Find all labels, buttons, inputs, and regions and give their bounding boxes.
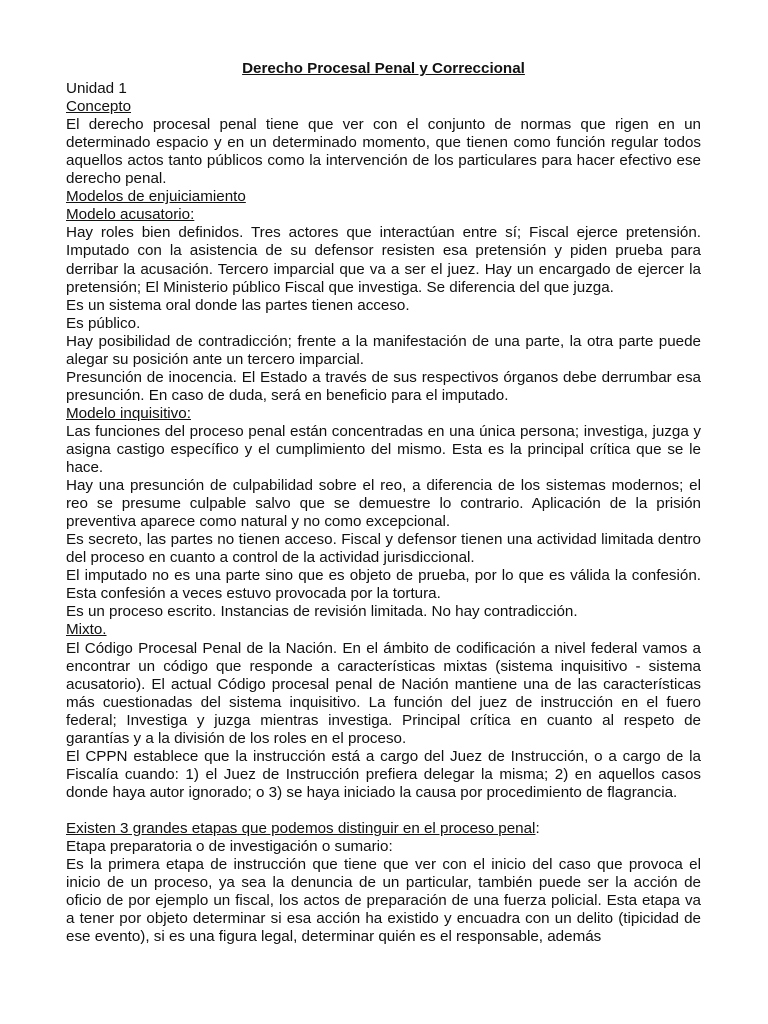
paragraph: Hay una presunción de culpabilidad sobre el reo, a diferencia de los sistemas modernos; el reo se presume culpable salvo que se demuestre lo contrario. Aplicación de la prisión preventiva aparece como natural y no como excepcional. [66, 477, 701, 531]
unit-label: Unidad 1 [66, 80, 127, 98]
section-heading-line [66, 820, 701, 838]
section-heading-line [66, 188, 701, 206]
section-heading-line [66, 98, 701, 116]
paragraph: Es público. [66, 314, 141, 332]
section-heading-line [66, 405, 701, 423]
section-heading: Mixto. [66, 621, 107, 639]
paragraph: Es un proceso escrito. Instancias de revisión limitada. No hay contradicción. [66, 603, 578, 621]
section-heading-line [66, 621, 701, 639]
paragraph: Presunción de inocencia. El Estado a través de sus respectivos órganos debe derrumbar esa presunción. En caso de duda, será en beneficio para el imputado. [66, 368, 701, 404]
paragraph: Hay roles bien definidos. Tres actores que interactúan entre sí; Fiscal ejerce pretensión. Imputado con la asistencia de su defensor resisten esa pretensión y piden prueba para derribar la acusación. Tercero imparcial que va a ser el juez. Hay un encargado de ejercer la pretensión; El Ministerio público Fiscal que investiga. Se diferencia del que juzga. [66, 224, 701, 296]
paragraph: El Código Procesal Penal de la Nación. En el ámbito de codificación a nivel federal vamos a encontrar un código que responde a características mixtas (sistema inquisitivo - sistema acusatorio). El actual Código procesal penal de Nación mantiene una de las características más cuestionadas del sistema inquisitivo. La función del juez de instrucción en el fuero federal; Investiga y juzga mientras investiga. Principal crítica en cuanto al respeto de garantías y a la división de los roles en el proceso. [66, 639, 701, 747]
paragraph: Las funciones del proceso penal están concentradas en una única persona; investiga, juzga y asigna castigo específico y el cumplimiento del mismo. Esta es la principal crítica que se le hace. [66, 422, 701, 477]
paragraph: Es secreto, las partes no tienen acceso. Fiscal y defensor tienen una actividad limitada dentro del proceso en cuanto a control de la actividad jurisdiccional. [66, 531, 701, 567]
section-heading-line [66, 206, 701, 224]
document-page [66, 60, 701, 946]
section-heading: Modelo acusatorio: [66, 206, 195, 224]
paragraph: Etapa preparatoria o de investigación o sumario: [66, 837, 393, 855]
section-heading: Existen 3 grandes etapas que podemos distinguir en el proceso penal [66, 819, 536, 837]
paragraph: El derecho procesal penal tiene que ver con el conjunto de normas que rigen en un determinado espacio y en un determinado momento, que tienen como función regular todos aquellos actos tanto públicos como la intervención de los particulares para hacer efectivo ese derecho penal. [66, 116, 701, 188]
paragraph: El imputado no es una parte sino que es objeto de prueba, por lo que es válida la confesión. Esta confesión a veces estuvo provocada por la tortura. [66, 567, 701, 603]
heading-suffix: : [535, 819, 540, 837]
paragraph: Es la primera etapa de instrucción que tiene que ver con el inicio del caso que provoca el inicio de un proceso, ya sea la denuncia de un particular, también puede ser la acción de oficio de por ejemplo un fiscal, los actos de preparación de una fuerza policial. Esta etapa va a tener por objeto determinar si esa acción ha existido y encuadra con un delito (tipicidad de ese evento), si es una figura legal, determinar quién es el responsable, además [66, 856, 701, 946]
blank-line [66, 802, 701, 820]
section-heading: Concepto [66, 98, 132, 116]
section-heading: Modelos de enjuiciamiento [66, 188, 246, 206]
paragraph: Es un sistema oral donde las partes tienen acceso. [66, 296, 410, 314]
document-body [66, 98, 701, 946]
section-heading: Modelo inquisitivo: [66, 404, 191, 422]
document-title: Derecho Procesal Penal y Correccional [242, 60, 525, 77]
paragraph: El CPPN establece que la instrucción está a cargo del Juez de Instrucción, o a cargo de la Fiscalía cuando: 1) el Juez de Instrucción prefiera delegar la misma; 2) en aquellos casos donde haya autor ignorado; o 3) se haya iniciado la causa por procedimiento de flagrancia. [66, 747, 701, 801]
paragraph: Hay posibilidad de contradicción; frente a la manifestación de una parte, la otra parte puede alegar su posición ante un tercero imparcial. [66, 332, 701, 368]
